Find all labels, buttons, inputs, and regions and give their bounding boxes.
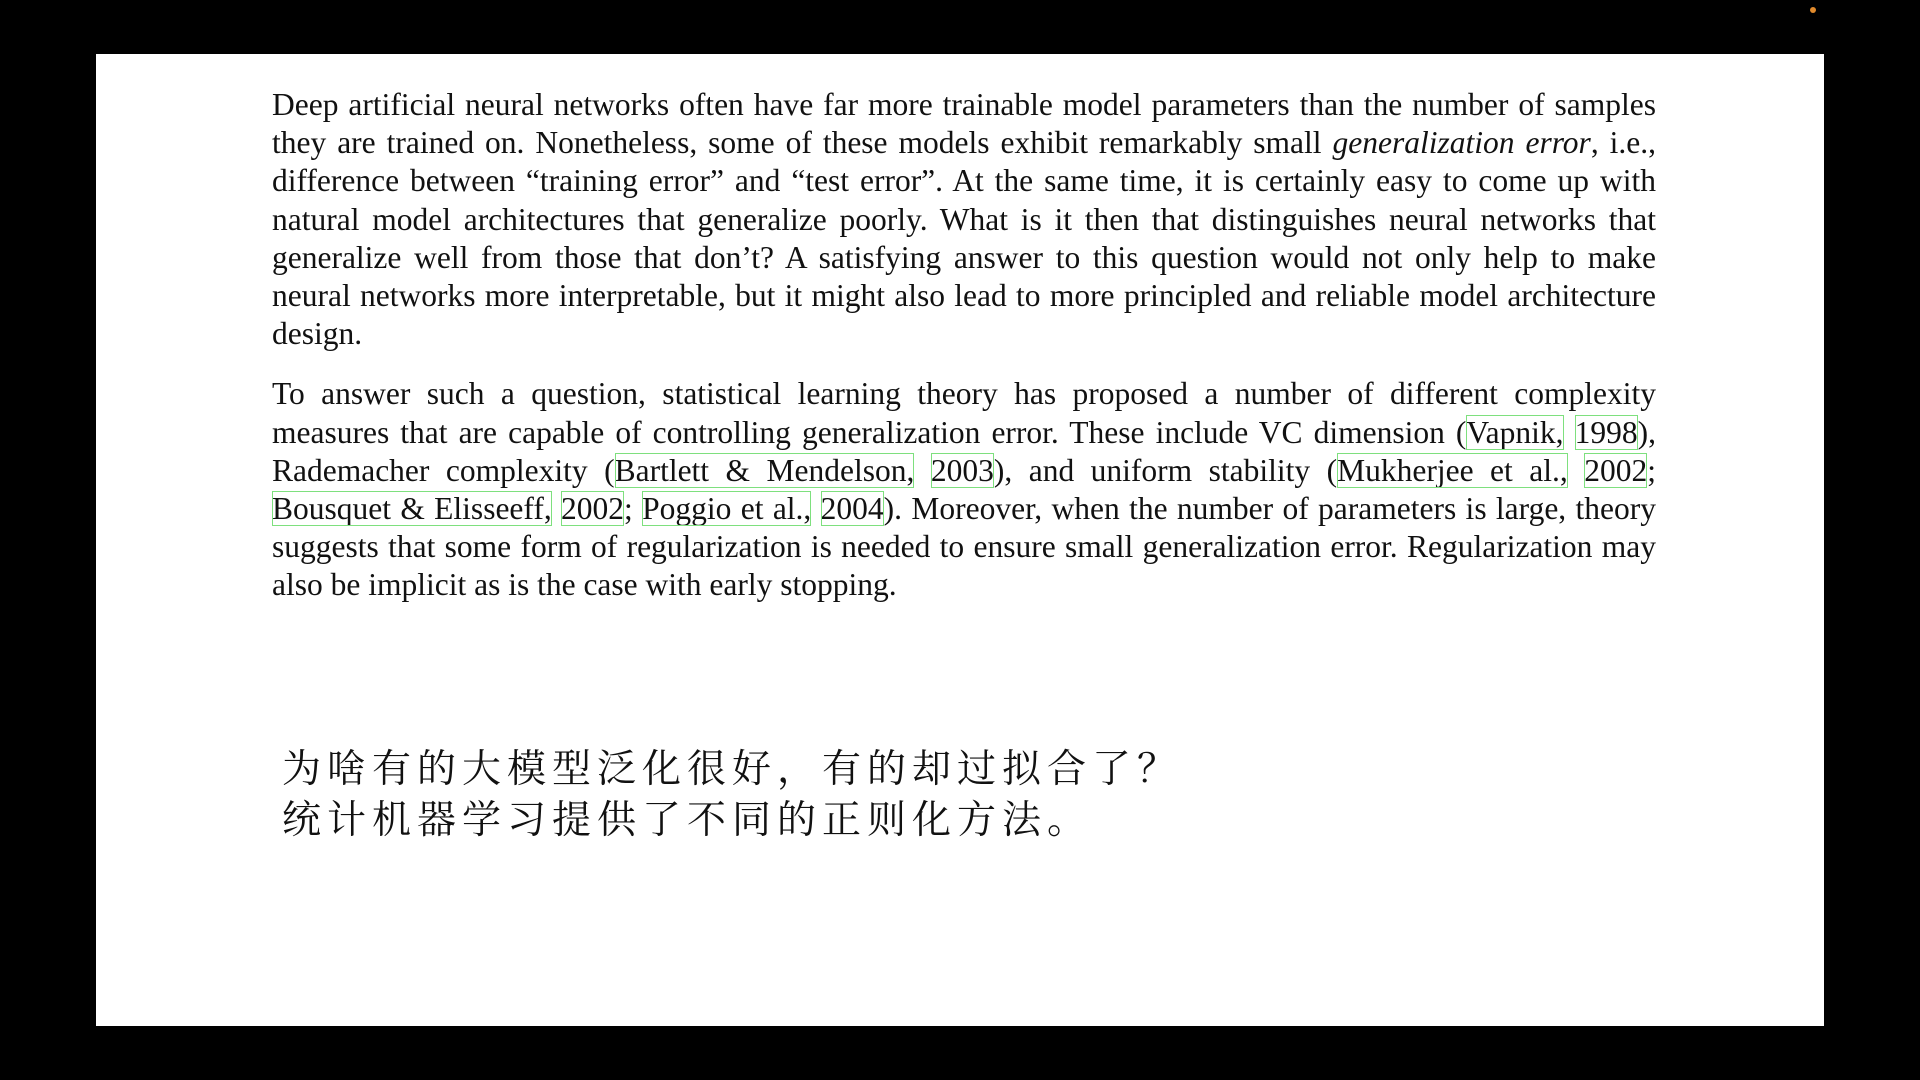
citation-link-poggio-year[interactable]: 2004 xyxy=(820,491,884,527)
paragraph-1-text-b: , i.e., difference between “training error” and “test error”. At the same time, it is certainly easy to come up with natural model architectures that generalize poorly. What is it then that distinguishes neural networks that generalize well from those that don’t? A satisfying answer to this question would not only help to make neural networks more interpretable, but it might also lead to more principled and reliable model architecture design. xyxy=(272,125,1657,352)
citation-link-bartlett-year[interactable]: 2003 xyxy=(930,452,994,488)
citation-separator: ; xyxy=(624,491,643,527)
paragraph-2-text-rademacher: ), Rademacher complexity ( xyxy=(272,414,1656,488)
annotation-line-2: 统计机器学习提供了不同的正则化方法。 xyxy=(282,798,1093,843)
paragraph-2-outro: ). Moreover, when the number of parameters is large, theory suggests that some form of regularization is needed to ensure small generalization error. Regularization may also be implicit as is the case with early stopping. xyxy=(272,491,1656,603)
citation-link-bartlett[interactable]: Bartlett & Mendelson, xyxy=(614,452,915,488)
paragraph-1 xyxy=(272,86,1656,353)
chinese-annotation xyxy=(282,744,1682,846)
citation-link-poggio[interactable]: Poggio et al., xyxy=(642,491,812,527)
paragraph-2-intro: To answer such a question, statistical learning theory has proposed a number of different complexity measures that are capable of controlling generalization error. These include VC dimension ( xyxy=(272,376,1656,450)
paragraph-1-text-a: Deep artificial neural networks often have far more trainable model parameters than the number of samples they are trained on. Nonetheless, some of these models exhibit remarkably small xyxy=(272,87,1656,161)
citation-link-vapnik[interactable]: Vapnik, xyxy=(1466,414,1564,450)
citation-link-bousquet-year[interactable]: 2002 xyxy=(561,491,625,527)
paragraph-2-text-stability: ), and uniform stability ( xyxy=(993,452,1338,488)
paper-excerpt xyxy=(272,86,1656,627)
slide-canvas xyxy=(96,54,1824,1026)
citation-separator: ; xyxy=(1647,452,1656,488)
recording-indicator-dot xyxy=(1810,7,1816,13)
paragraph-2 xyxy=(272,375,1656,604)
citation-link-mukherjee-year[interactable]: 2002 xyxy=(1584,452,1648,488)
citation-link-mukherjee[interactable]: Mukherjee et al., xyxy=(1337,452,1568,488)
term-generalization-error: generalization error xyxy=(1332,125,1591,161)
annotation-line-1: 为啥有的大模型泛化很好，有的却过拟合了？ xyxy=(282,747,1183,792)
citation-link-vapnik-year[interactable]: 1998 xyxy=(1574,414,1638,450)
citation-link-bousquet[interactable]: Bousquet & Elisseeff, xyxy=(272,491,552,527)
